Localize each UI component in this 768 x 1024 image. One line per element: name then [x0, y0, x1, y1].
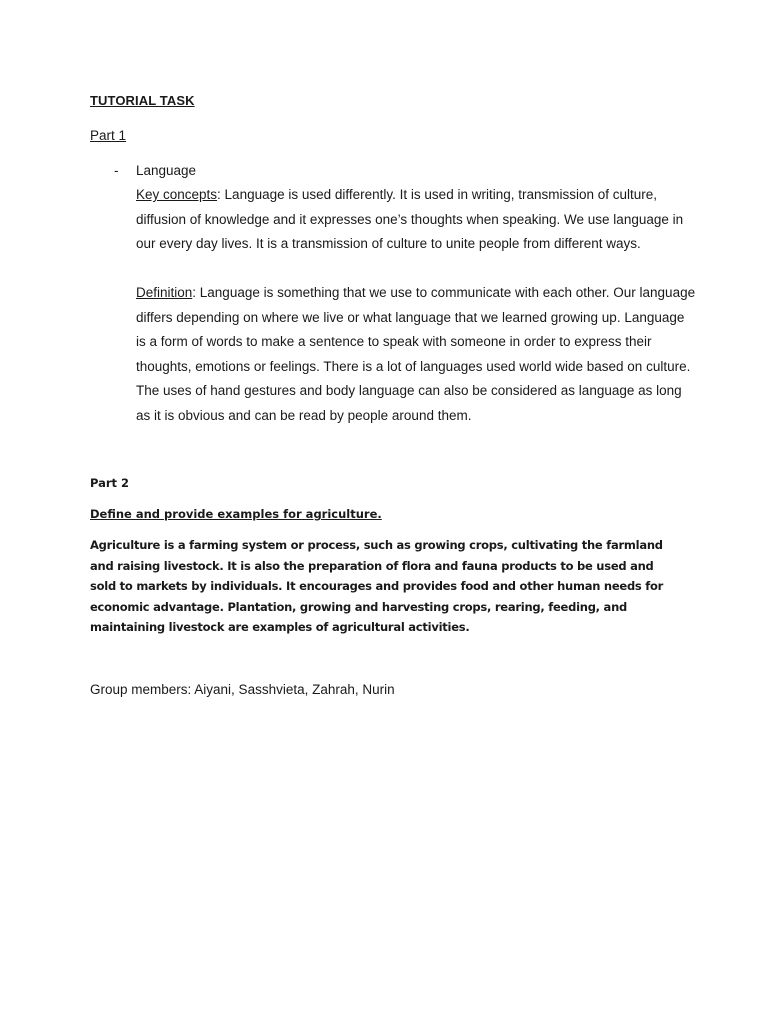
bullet-marker: -: [114, 163, 119, 178]
key-concepts-paragraph: [136, 183, 696, 257]
key-concepts-label: Key concepts: [136, 187, 218, 202]
document-title: TUTORIAL TASK: [90, 93, 195, 108]
key-concepts-text: : Language is used differently. It is used in writing, transmission of culture, diffusion of knowledge and it expresses one’s thoughts when speaking. We use language in our every day lives. It is a transmission of culture to unite people from different ways.: [136, 187, 684, 252]
part2-question: Define and provide examples for agriculture.: [90, 507, 382, 521]
part2-answer: Agriculture is a farming system or process, such as growing crops, cultivating the farmland and raising livestock. It is also the preparation of flora and fauna products to be used and sold to markets by individuals. It encourages and provides food and other human needs for economic advantage. Plantation, growing and harvesting crops, rearing, feeding, and maintaining livestock are examples of agricultural activities.: [90, 538, 664, 635]
group-members: Group members: Aiyani, Sasshvieta, Zahrah, Nurin: [90, 682, 395, 697]
part1-heading: Part 1: [90, 128, 127, 143]
definition-label: Definition: [136, 285, 193, 300]
language-item-heading: Language: [136, 163, 197, 178]
definition-paragraph: [136, 281, 696, 429]
definition-text: : Language is something that we use to communicate with each other. Our language differs depending on where we live or what language that we learned growing up. Language is a form of words to make a sentence to speak with someone in order to express their thoughts, emotions or feelings. There is a lot of languages used world wide based on culture. The uses of hand gestures and body language can also be considered as language as long as it is obvious and can be read by people around them.: [136, 285, 696, 423]
part2-heading: Part 2: [90, 476, 130, 490]
